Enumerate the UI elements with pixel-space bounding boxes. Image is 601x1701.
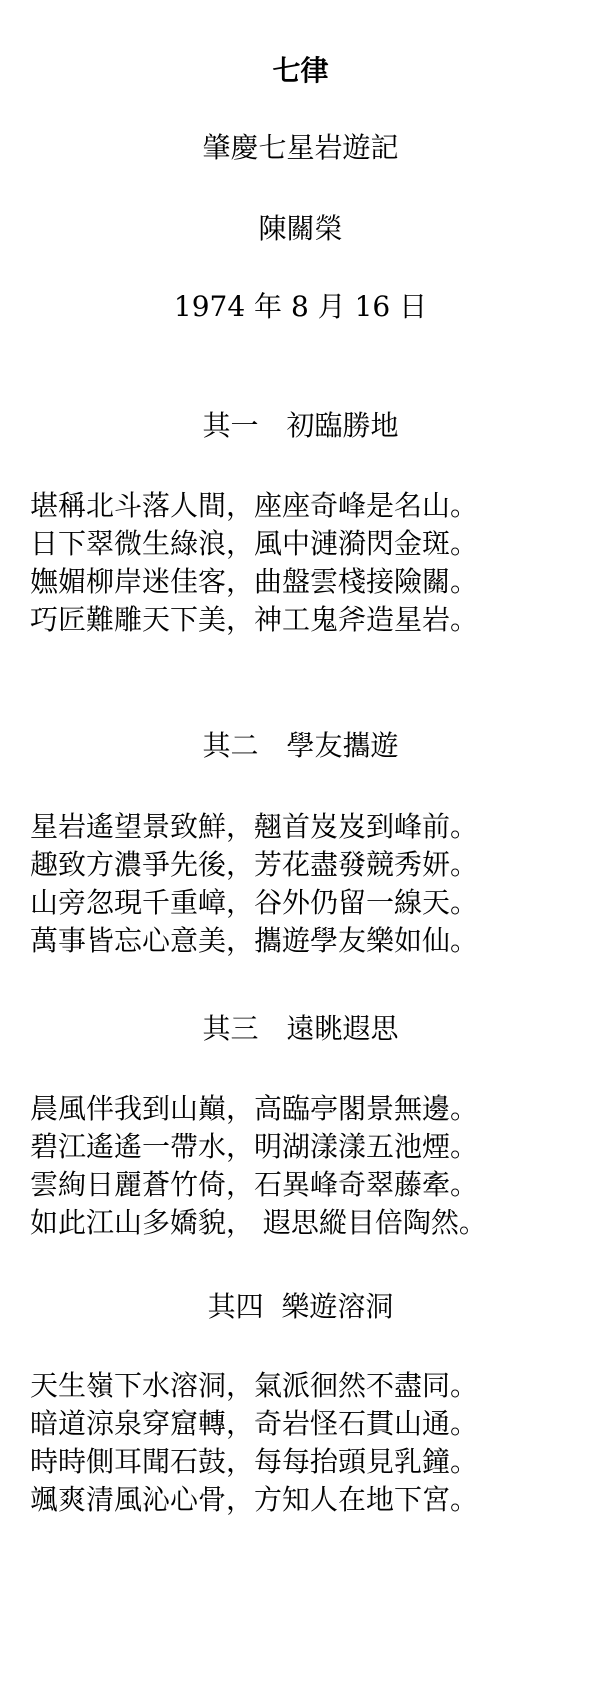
poem-line: 萬事皆忘心意美，攜遊學友樂如仙。 [30,924,479,957]
poem-stanza [30,1367,601,1519]
poem-line: 巧匠難雕天下美，神工鬼斧造星岩。 [30,603,479,636]
poem-line: 晨風伴我到山巔，高臨亭閣景無邊。 [30,1092,479,1125]
poem-stanza [30,487,601,639]
poem-line: 天生嶺下水溶洞，氣派徊然不盡同。 [30,1369,479,1402]
section-heading: 其四 樂遊溶洞 [207,1290,394,1323]
poem-line: 碧江遙遙一帶水，明湖漾漾五池煙。 [30,1130,479,1163]
poem-line: 雲絢日麗蒼竹倚，石異峰奇翠藤牽。 [30,1168,479,1201]
poem-line: 嫵媚柳岸迷佳客，曲盤雲棧接險關。 [30,565,479,598]
poem-line: 趣致方濃爭先後，芳花盡發競秀妍。 [30,848,479,881]
author-name: 陳關榮 [258,212,343,245]
poem-line: 時時側耳聞石鼓，每每抬頭見乳鐘。 [30,1445,479,1478]
poem-line: 星岩遙望景致鮮，翹首岌岌到峰前。 [30,810,479,843]
poem-line: 颯爽清風沁心骨，方知人在地下宮。 [30,1483,479,1516]
poem-stanza [30,1090,601,1242]
section-heading: 其三 遠眺遐思 [202,1012,399,1045]
poem-stanza [30,808,601,960]
poem-line: 暗道涼泉穿窟轉，奇岩怪石貫山通。 [30,1407,479,1440]
poem-date: 1974 年 8 月 16 日 [173,290,428,323]
poem-line: 如此江山多嬌貌， 遐思縱目倍陶然。 [30,1206,487,1239]
poem-subtitle: 肇慶七星岩遊記 [202,131,399,164]
section-heading: 其一 初臨勝地 [202,409,399,442]
poem-line: 山旁忽現千重嶂，谷外仍留一線天。 [30,886,479,919]
section-heading: 其二 學友攜遊 [202,729,399,762]
poem-line: 日下翠微生綠浪，風中漣漪閃金斑。 [30,527,479,560]
poem-line: 堪稱北斗落人間，座座奇峰是名山。 [30,489,479,522]
poem-form-title: 七律 [272,54,329,87]
